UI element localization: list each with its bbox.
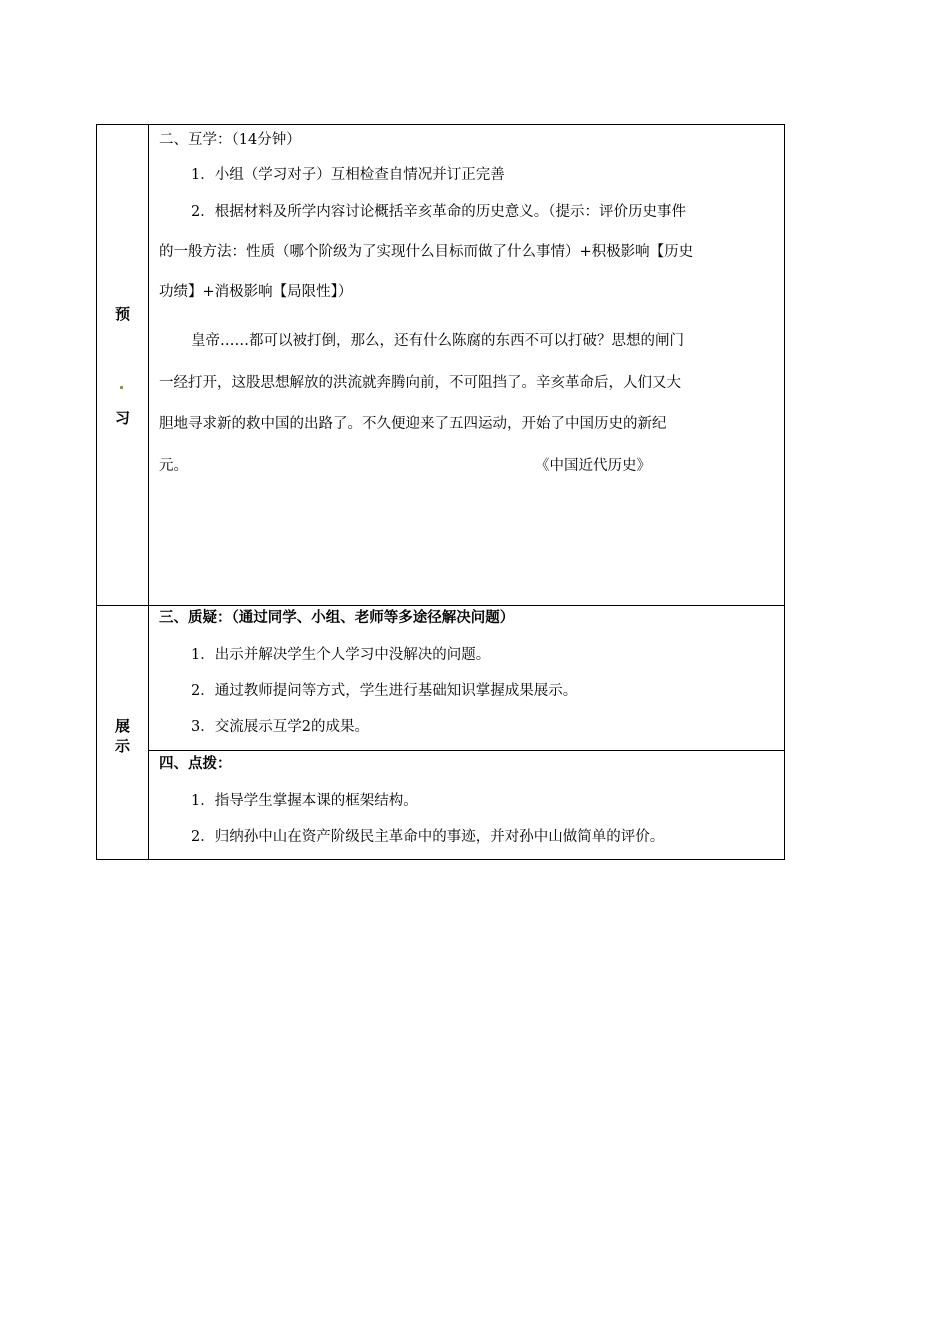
section-heading-questions: 三、质疑：（通过同学、小组、老师等多途径解决问题） [159,610,515,626]
list-item: 2．根据材料及所学内容讨论概括辛亥革命的历史意义。（提示：评价历史事件 [191,204,686,220]
list-item: 2．通过教师提问等方式，学生进行基础知识掌握成果展示。 [191,683,578,699]
preview-label-bottom: 习 [114,409,130,427]
section-heading-guidance: 四、点拨： [159,756,232,772]
list-item-continuation: 的一般方法：性质（哪个阶级为了实现什么目标而做了什么事情）+积极影响【历史 [159,244,694,260]
list-item: 2．归纳孙中山在资产阶级民主革命中的事迹，并对孙中山做简单的评价。 [191,829,665,845]
quote-source: 《中国近代历史》 [535,458,651,474]
section-heading-mutual-study: 二、互学：（14分钟） [159,132,301,148]
preview-label-top: 预 [114,305,130,323]
quote-paragraph: 元。 [159,458,188,474]
row-divider [97,605,784,606]
list-item: 1．指导学生掌握本课的框架结构。 [191,793,418,809]
list-item: 3．交流展示互学2的成果。 [191,719,369,735]
quote-paragraph: 胆地寻求新的救中国的出路了。不久便迎来了五四运动，开始了中国历史的新纪 [159,416,667,432]
column-divider [148,125,149,859]
list-item: 1．小组（学习对子）互相检查自情况并订正完善 [191,167,505,183]
quote-paragraph: 一经打开，这股思想解放的洪流就奔腾向前，不可阻挡了。辛亥革命后，人们又大 [159,375,681,391]
lesson-table [96,124,785,860]
quote-paragraph: 皇帝……都可以被打倒，那么，还有什么陈腐的东西不可以打破？思想的闸门 [191,333,684,349]
list-item: 1．出示并解决学生个人学习中没解决的问题。 [191,647,491,663]
display-label-bottom: 示 [114,737,130,755]
marker-dot [120,386,123,389]
display-label-top: 展 [114,717,130,735]
list-item-continuation: 功绩】+消极影响【局限性】） [159,284,353,300]
subrow-divider [148,750,785,751]
